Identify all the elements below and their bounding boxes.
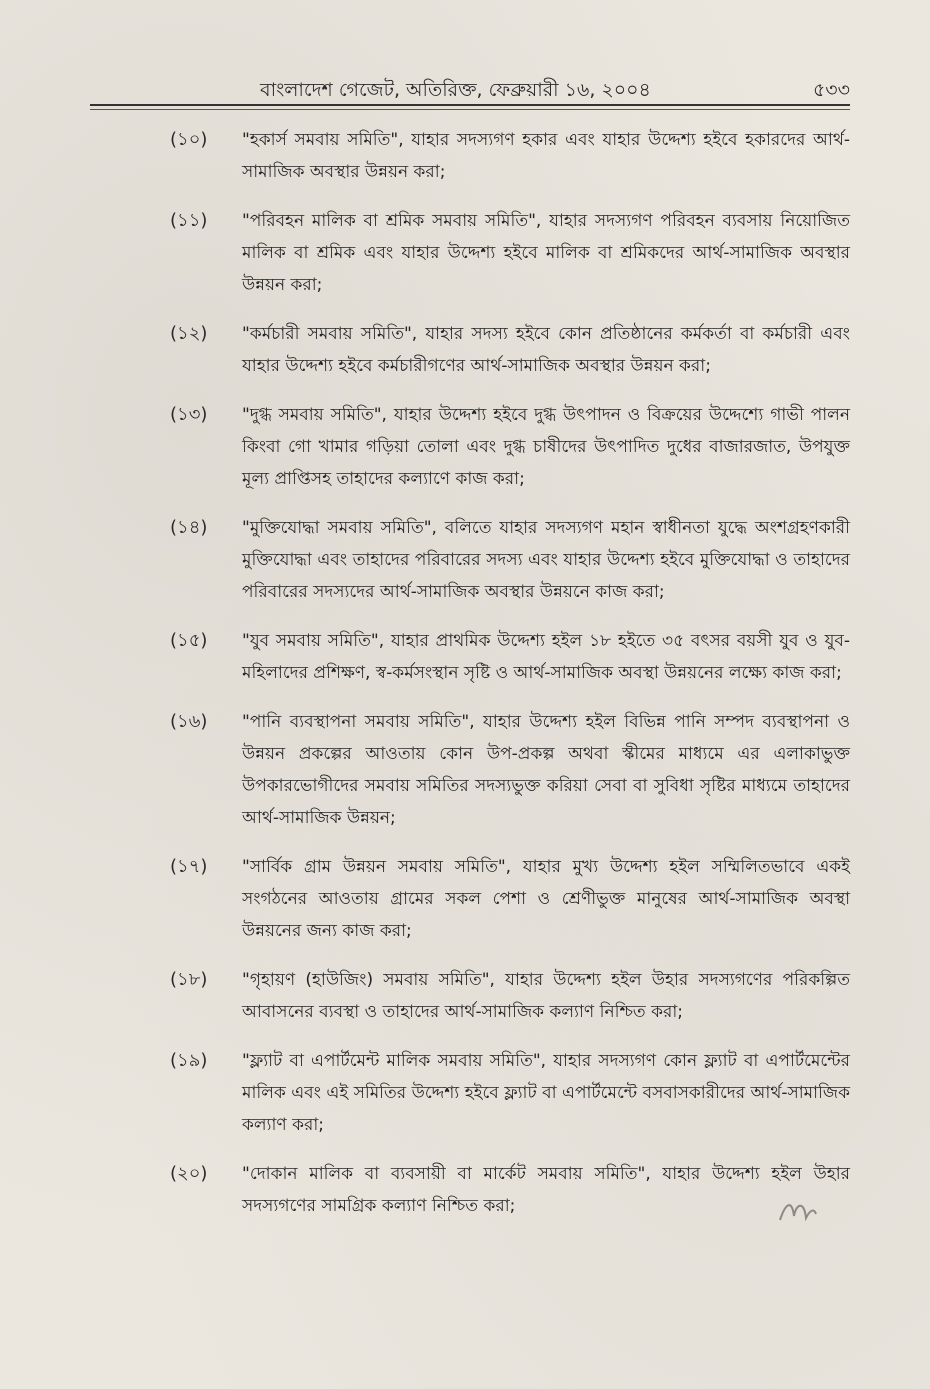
clause-list: [170, 124, 850, 1239]
page-header: [90, 72, 850, 106]
header-rule-thin: [90, 109, 850, 110]
clause-number: (১১): [170, 210, 208, 231]
clause-20: [170, 1158, 850, 1222]
clause-number: (১২): [170, 323, 208, 344]
clause-text: "পানি ব্যবস্থাপনা সমবায় সমিতি", যাহার উদ্দেশ্য হইল বিভিন্ন পানি সম্পদ ব্যবস্থাপনা ও উন্নয়ন প্রকল্পের আওতায় কোন উপ-প্রকল্প অথবা স্কীমের মাধ্যমে এর এলাকাভুক্ত উপকারভোগীদের সমবায় সমিতির সদস্যভুক্ত করিয়া সেবা বা সুবিধা সৃষ্টির মাধ্যমে তাহাদের আর্থ-সামাজিক উন্নয়ন;: [242, 712, 850, 828]
clause-number: (১৭): [170, 856, 208, 877]
clause-16: [170, 706, 850, 834]
header-rule: [90, 104, 850, 106]
clause-11: [170, 205, 850, 301]
clause-text: "গৃহায়ণ (হাউজিং) সমবায় সমিতি", যাহার উদ্দেশ্য হইল উহার সদস্যগণের পরিকল্পিত আবাসনের ব্যবস্থা ও তাহাদের আর্থ-সামাজিক কল্যাণ নিশ্চিত করা;: [242, 970, 850, 1022]
clause-text: "হকার্স সমবায় সমিতি", যাহার সদস্যগণ হকার এবং যাহার উদ্দেশ্য হইবে হকারদের আর্থ-সামাজিক অবস্থার উন্নয়ন করা;: [242, 130, 850, 182]
clause-text: "সার্বিক গ্রাম উন্নয়ন সমবায় সমিতি", যাহার মুখ্য উদ্দেশ্য হইল সম্মিলিতভাবে একই সংগঠনের আওতায় গ্রামের সকল পেশা ও শ্রেণীভুক্ত মানুষের আর্থ-সামাজিক অবস্থা উন্নয়নের জন্য কাজ করা;: [242, 857, 850, 941]
clause-number: (১৫): [170, 630, 208, 651]
header-title: বাংলাদেশ গেজেট, অতিরিক্ত, ফেব্রুয়ারী ১৬, ২০০৪: [260, 79, 651, 101]
clause-text: "দোকান মালিক বা ব্যবসায়ী বা মার্কেট সমবায় সমিতি", যাহার উদ্দেশ্য হইল উহার সদস্যগণের সামগ্রিক কল্যাণ নিশ্চিত করা;: [242, 1164, 850, 1216]
clause-number: (১৮): [170, 969, 208, 990]
clause-number: (১৩): [170, 404, 208, 425]
clause-number: (১৯): [170, 1050, 208, 1071]
clause-14: [170, 512, 850, 608]
clause-13: [170, 399, 850, 495]
clause-number: (১৪): [170, 517, 208, 538]
clause-17: [170, 851, 850, 947]
clause-text: "ফ্ল্যাট বা এপার্টমেন্ট মালিক সমবায় সমিতি", যাহার সদস্যগণ কোন ফ্ল্যাট বা এপার্টমেন্টের মালিক এবং এই সমিতির উদ্দেশ্য হইবে ফ্ল্যাট বা এপার্টমেন্টে বসবাসকারীদের আর্থ-সামাজিক কল্যাণ করা;: [242, 1051, 850, 1135]
clause-10: [170, 124, 850, 188]
clause-19: [170, 1045, 850, 1141]
clause-text: "দুগ্ধ সমবায় সমিতি", যাহার উদ্দেশ্য হইবে দুগ্ধ উৎপাদন ও বিক্রয়ের উদ্দেশ্যে গাভী পালন কিংবা গো খামার গড়িয়া তোলা এবং দুগ্ধ চাষীদের উৎপাদিত দুধের বাজারজাত, উপযুক্ত মূল্য প্রাপ্তিসহ তাহাদের কল্যাণে কাজ করা;: [242, 405, 850, 489]
clause-text: "পরিবহন মালিক বা শ্রমিক সমবায় সমিতি", যাহার সদস্যগণ পরিবহন ব্যবসায় নিয়োজিত মালিক বা শ্রমিক এবং যাহার উদ্দেশ্য হইবে মালিক বা শ্রমিকদের আর্থ-সামাজিক অবস্থার উন্নয়ন করা;: [242, 211, 850, 295]
clause-number: (১০): [170, 129, 208, 150]
clause-text: "যুব সমবায় সমিতি", যাহার প্রাথমিক উদ্দেশ্য হইল ১৮ হইতে ৩৫ বৎসর বয়সী যুব ও যুব-মহিলাদের প্রশিক্ষণ, স্ব-কর্মসংস্থান সৃষ্টি ও আর্থ-সামাজিক অবস্থা উন্নয়নের লক্ষ্যে কাজ করা;: [242, 631, 850, 683]
clause-number: (২০): [170, 1163, 208, 1184]
clause-12: [170, 318, 850, 382]
handwritten-initial-mark: [776, 1196, 820, 1226]
clause-text: "মুক্তিযোদ্ধা সমবায় সমিতি", বলিতে যাহার সদস্যগণ মহান স্বাধীনতা যুদ্ধে অংশগ্রহণকারী মুক্তিযোদ্ধা এবং তাহাদের পরিবারের সদস্য এবং যাহার উদ্দেশ্য হইবে মুক্তিযোদ্ধা ও তাহাদের পরিবারের সদস্যদের আর্থ-সামাজিক অবস্থার উন্নয়নে কাজ করা;: [242, 518, 850, 602]
clause-15: [170, 625, 850, 689]
clause-text: "কর্মচারী সমবায় সমিতি", যাহার সদস্য হইবে কোন প্রতিষ্ঠানের কর্মকর্তা বা কর্মচারী এবং যাহার উদ্দেশ্য হইবে কর্মচারীগণের আর্থ-সামাজিক অবস্থার উন্নয়ন করা;: [242, 324, 850, 376]
page-number: ৫৩৩: [812, 79, 850, 101]
clause-number: (১৬): [170, 711, 208, 732]
clause-18: [170, 964, 850, 1028]
